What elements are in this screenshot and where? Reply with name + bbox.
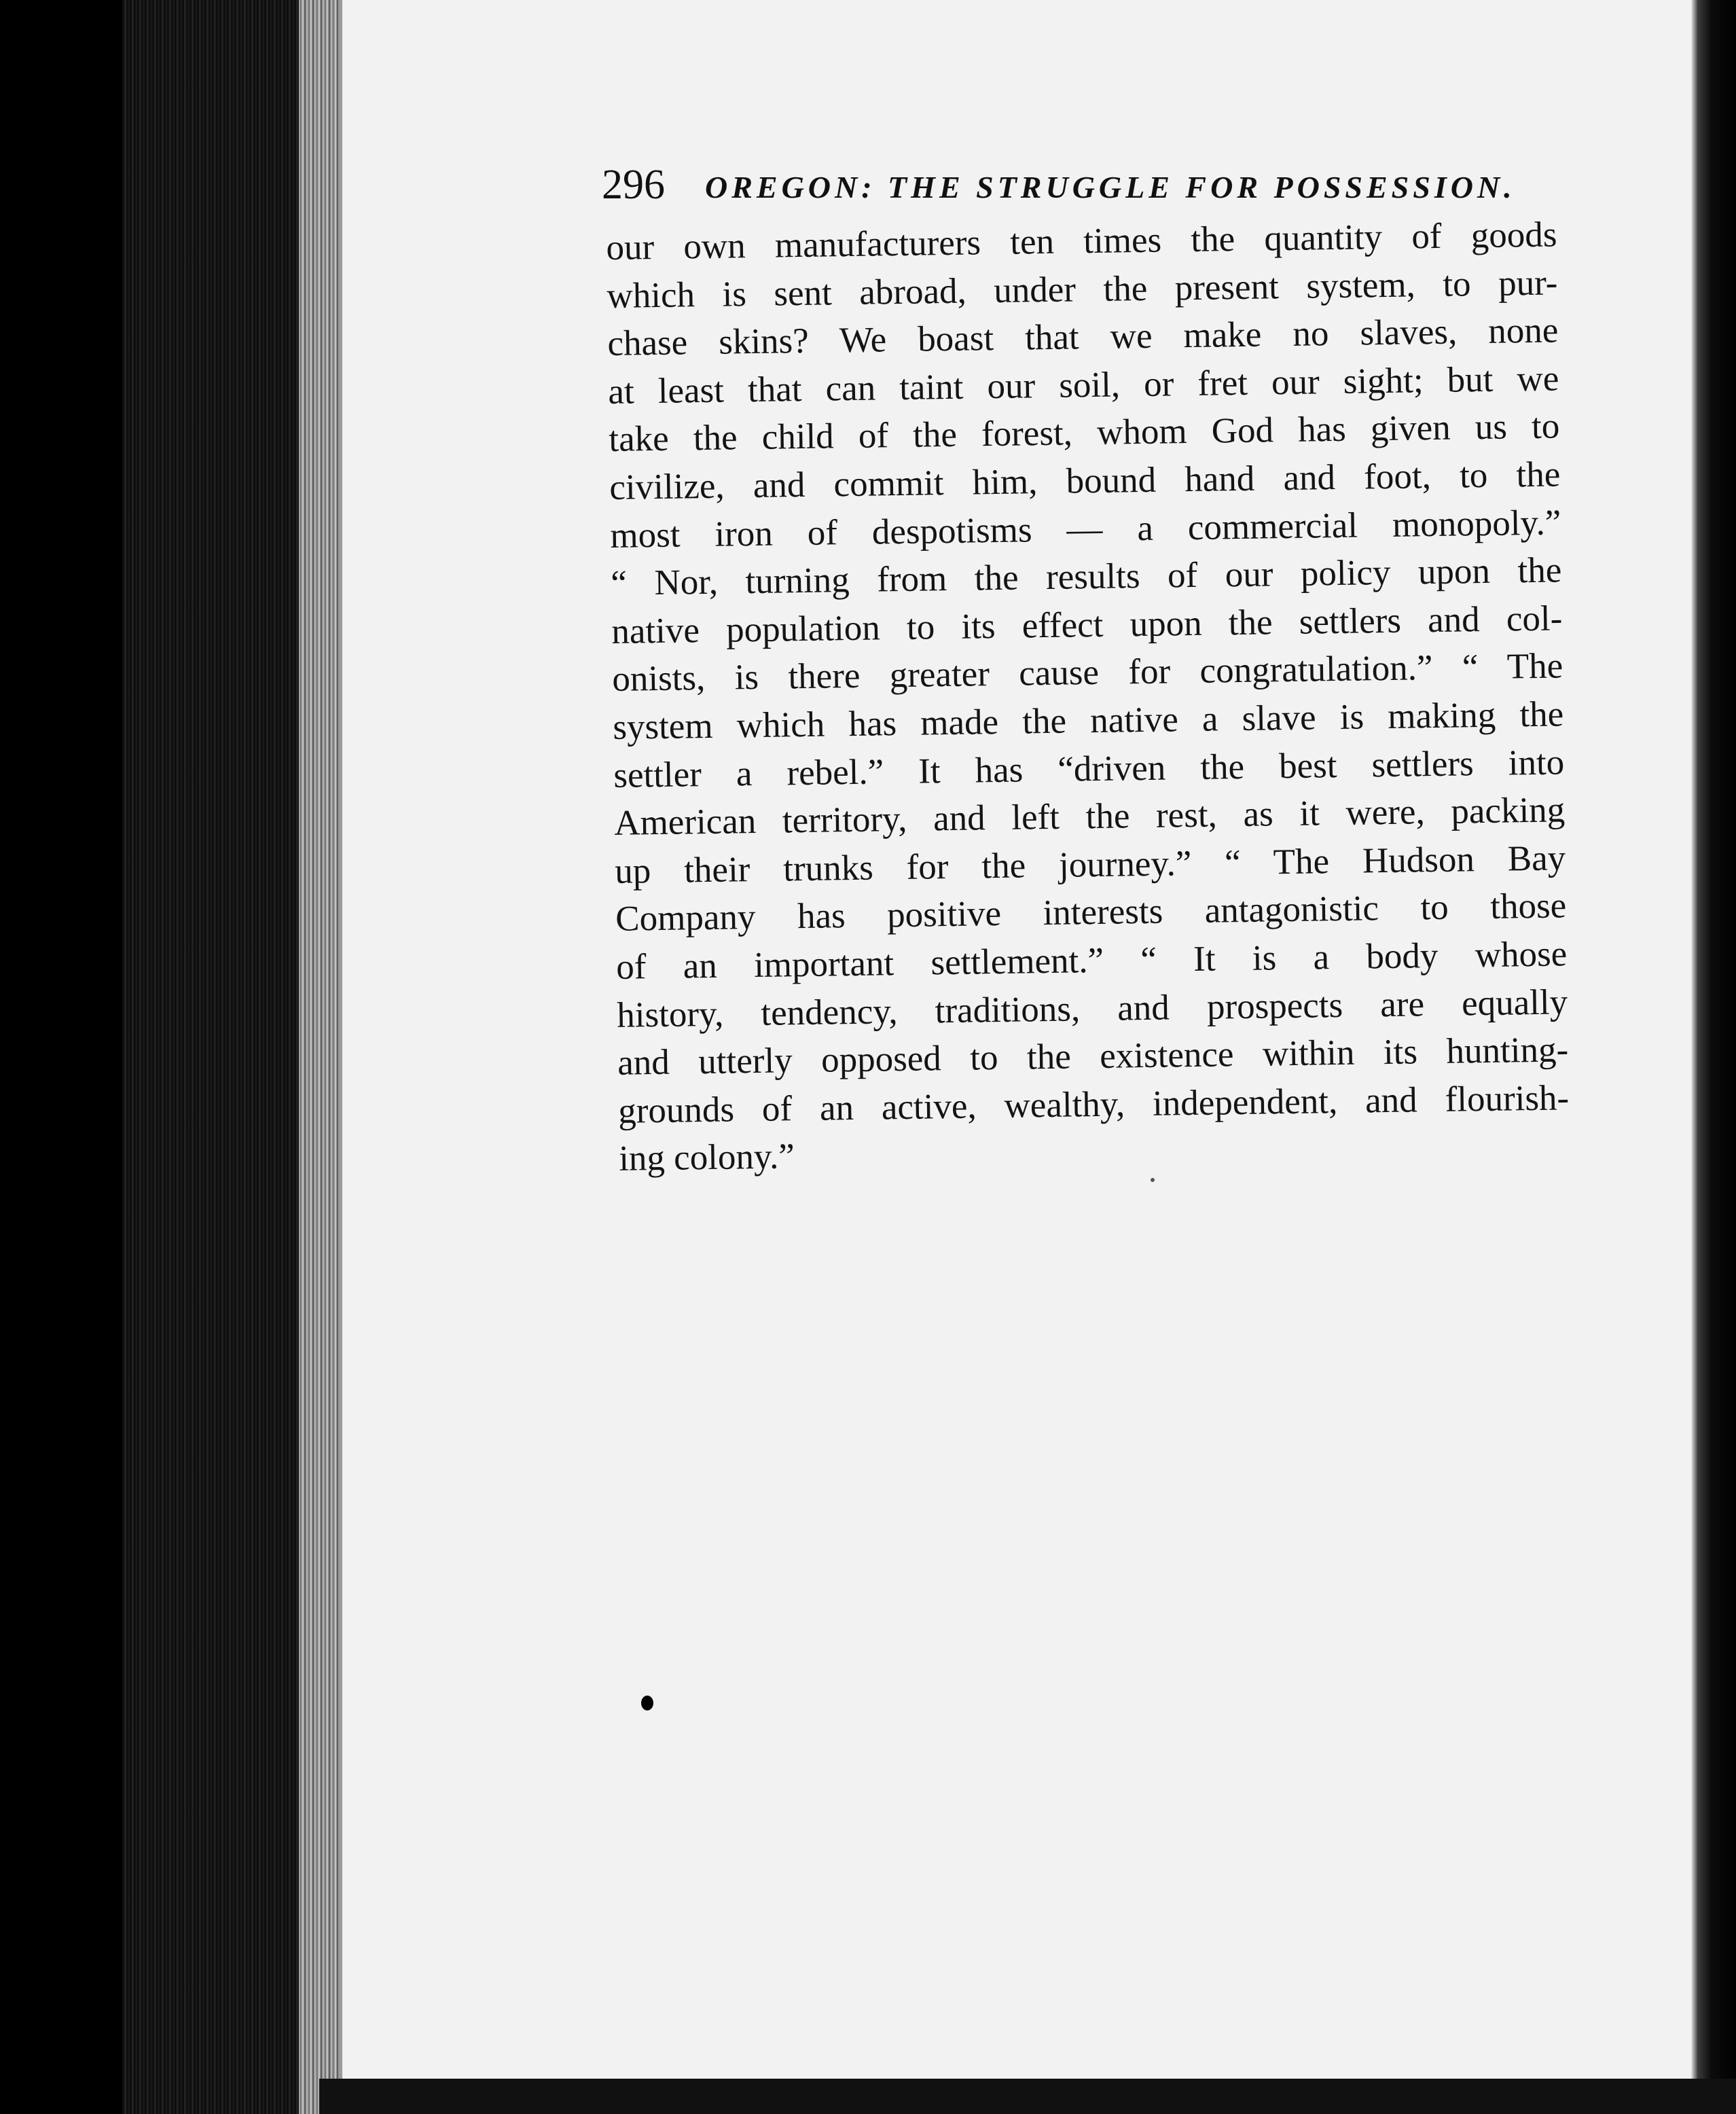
text-line: system which has made the native a slave is making the: [612, 694, 1564, 747]
ink-speck: [1151, 1178, 1155, 1182]
text-line: of an important settlement.” “ It is a body whose: [615, 934, 1568, 987]
text-line: chase skins? We boast that we make no slaves, none: [607, 310, 1559, 364]
text-line: most iron of despotisms — a commercial monopoly.”: [609, 502, 1561, 556]
right-page-edge: [1691, 0, 1736, 2114]
text-line: grounds of an active, wealthy, independent, and flourish-: [617, 1078, 1570, 1131]
page-stack-edge: [299, 0, 340, 2114]
text-line: history, tendency, traditions, and prospects are equally: [616, 982, 1568, 1035]
text-line: onists, is there greater cause for congratulation.” “ The: [611, 646, 1563, 700]
text-line: American territory, and left the rest, as it were, packing: [613, 790, 1566, 844]
scan-shadow: [0, 0, 122, 2114]
text-line: which is sent abroad, under the present system, to pur-: [607, 263, 1558, 316]
text-line: our own manufacturers ten times the quantity of goods: [606, 215, 1557, 268]
text-line: “ Nor, turning from the results of our policy upon the: [610, 550, 1562, 604]
body-text: [606, 211, 1570, 1183]
running-title: OREGON: THE STRUGGLE FOR POSSESSION.: [705, 170, 1516, 204]
page-bottom-edge: [319, 2079, 1736, 2114]
ink-speck: [641, 1696, 653, 1710]
text-line: ing colony.”: [618, 1136, 795, 1179]
page-number: 296: [602, 162, 665, 208]
text-line: native population to its effect upon the settlers and col-: [611, 598, 1563, 651]
text-line: settler a rebel.” It has “driven the best settlers into: [613, 742, 1565, 795]
text-line: up their trunks for the journey.” “ The Hudson Bay: [614, 838, 1566, 891]
text-line: civilize, and commit him, bound hand and foot, to the: [609, 454, 1561, 507]
text-line: Company has positive interests antagonistic to those: [615, 886, 1567, 939]
text-line: take the child of the forest, whom God has given us to: [609, 406, 1560, 460]
text-line: and utterly opposed to the existence within its hunting-: [617, 1030, 1569, 1083]
running-head: [602, 158, 1516, 212]
text-line: at least that can taint our soil, or fret our sight; but we: [608, 359, 1559, 412]
